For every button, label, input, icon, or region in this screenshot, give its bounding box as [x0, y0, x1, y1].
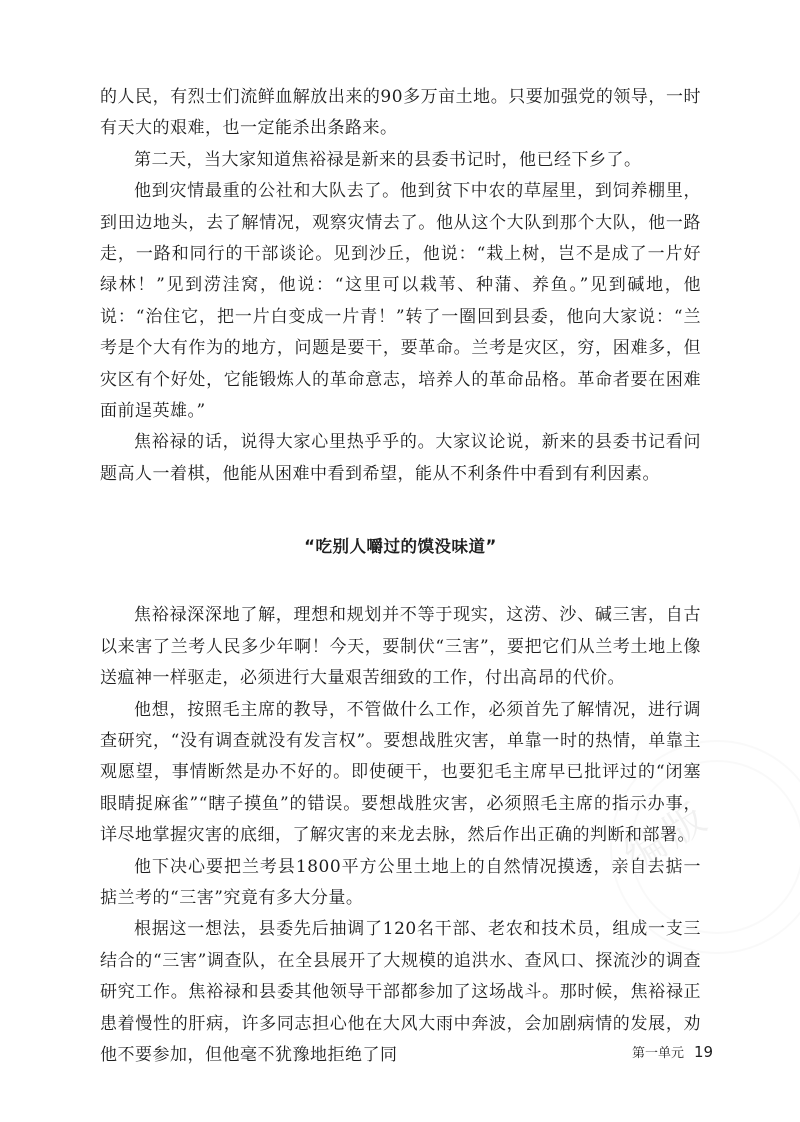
paragraph-intro-continuation: 的人民，有烈士们流鲜血解放出来的90多万亩土地。只要加强党的领导，一时有天大的艰难，也一定能杀出条路来。 [100, 87, 701, 139]
paragraph-second-day: 第二天，当大家知道焦裕禄是新来的县委书记时，他已经下乡了。 [134, 149, 642, 170]
unit-label: 第一单元 [632, 1046, 685, 1061]
paragraph-survey-team: 根据这一想法，县委先后抽调了120名干部、老农和技术员，组成一支三结合的“三害”调查队，在全县展开了大规模的追洪水、查风口、探流沙的调查研究工作。焦裕禄和县委其他领导干部都参加了这场战斗。那时候，焦裕禄正患着慢性的肝病，许多同志担心他在大风大雨中奔波，会加剧病情的发展，劝他不要参加，但他毫不犹豫地拒绝了同 [100, 919, 701, 1065]
paragraph-investigation: 他想，按照毛主席的教导，不管做什么工作，必须首先了解情况，进行调查研究，“没有调查就没有发言权”。要想战胜灾害，单靠一时的热情，单靠主观愿望，事情断然是办不好的。即使硬干，也要犯毛主席早已批评过的“闭塞眼睛捉麻雀”“瞎子摸鱼”的错误。要想战胜灾害，必须照毛主席的指示办事，详尽地掌握灾害的底细，了解灾害的来龙去脉，然后作出正确的判断和部署。 [100, 699, 701, 846]
watermark-text: 编版 [616, 792, 720, 881]
paragraph-reaction: 焦裕禄的话，说得大家心里热乎乎的。大家议论说，新来的县委书记看问题高人一着棋，他能从困难中看到希望，能从不利条件中看到有利因素。 [100, 432, 701, 484]
page-number: 19 [694, 1043, 714, 1061]
page-body [100, 82, 701, 1071]
section-heading: “吃别人嚼过的馍没味道” [304, 537, 497, 557]
paragraph-three-harms: 焦裕禄深深地了解，理想和规划并不等于现实，这涝、沙、碱三害，自古以来害了兰考人民多少年啊！今天，要制伏“三害”，要把它们从兰考土地上像送瘟神一样驱走，必须进行大量艰苦细致的工作，付出高昂的代价。 [100, 605, 701, 689]
paragraph-decision: 他下决心要把兰考县1800平方公里土地上的自然情况摸透，亲自去掂一掂兰考的“三害”究竟有多大分量。 [100, 856, 701, 908]
page-footer [632, 1042, 713, 1061]
paragraph-field-visit: 他到灾情最重的公社和大队去了。他到贫下中农的草屋里，到饲养棚里，到田边地头，去了解情况，观察灾情去了。他从这个大队到那个大队，他一路走，一路和同行的干部谈论。见到沙丘，他说：“栽上树，岂不是成了一片好绿林！”见到涝洼窝，他说：“这里可以栽苇、种蒲、养鱼。”见到碱地，他说：“治住它，把一片白变成一片青！”转了一圈回到县委，他向大家说：“兰考是个大有作为的地方，问题是要干，要革命。兰考是灾区，穷，困难多，但灾区有个好处，它能锻炼人的革命意志，培养人的革命品格。革命者要在困难面前逞英雄。” [100, 181, 701, 422]
